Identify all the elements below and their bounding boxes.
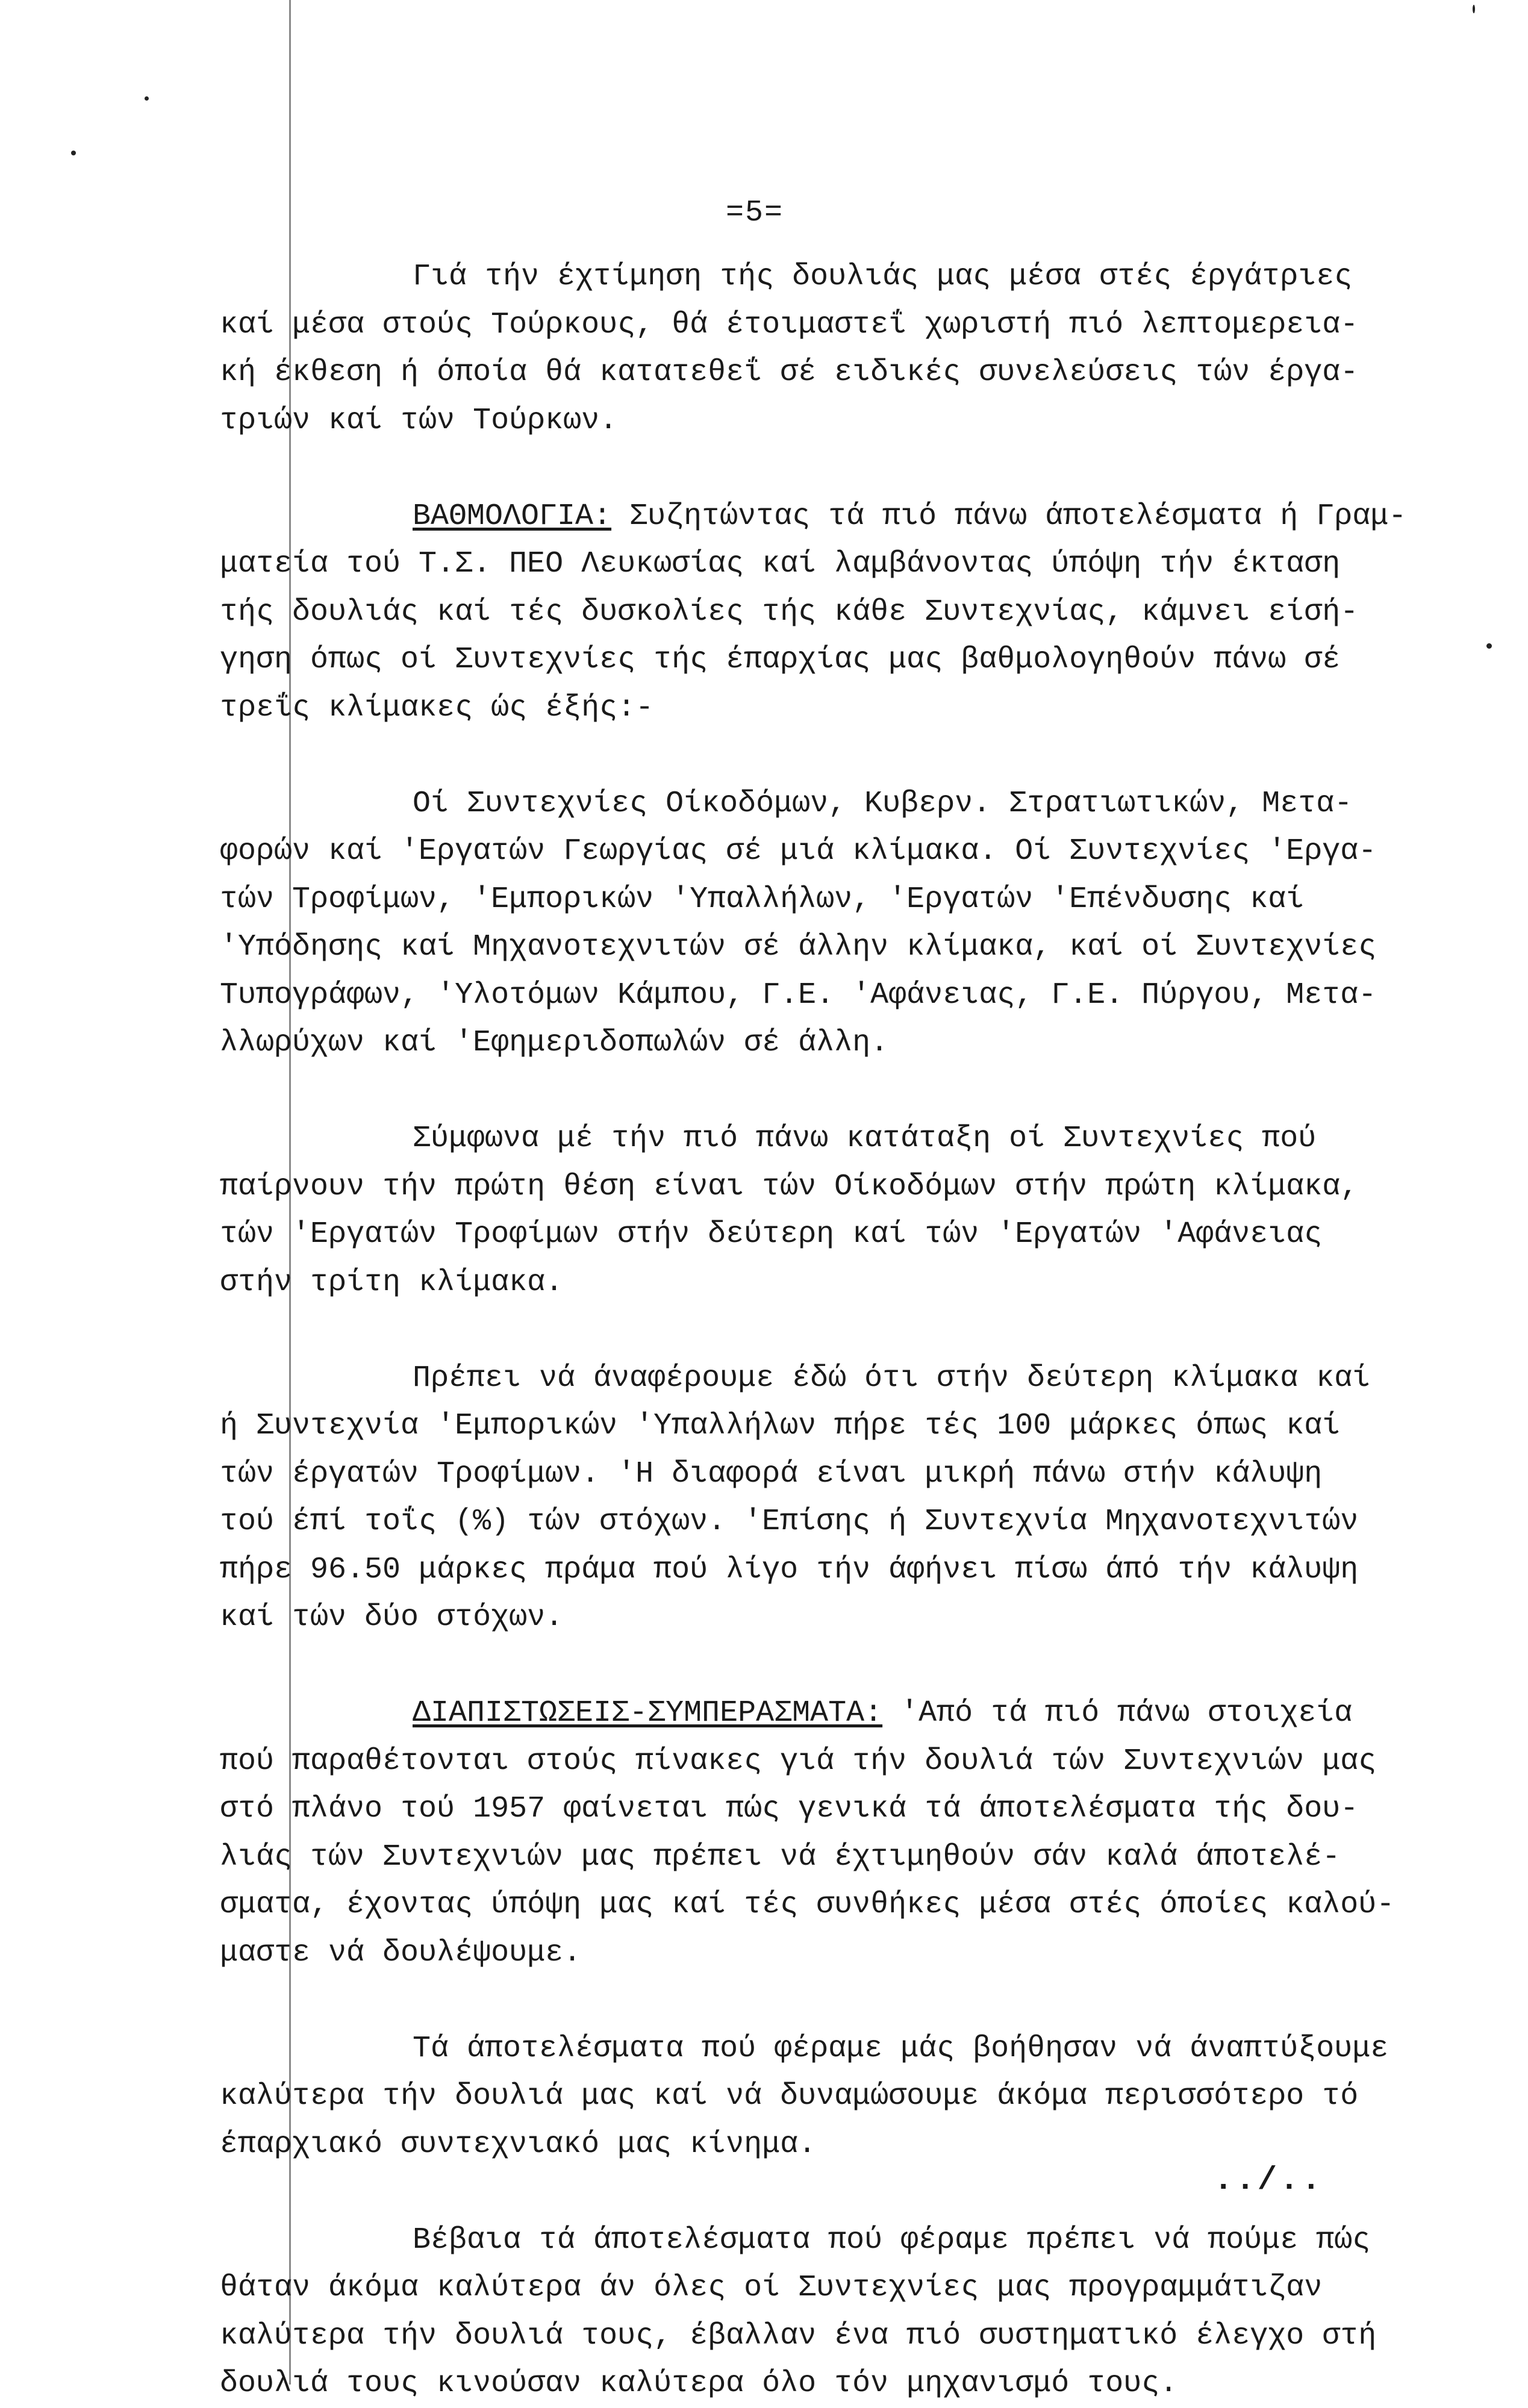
text-line: έπαρχιακό συντεχνιακό μας κίνημα. <box>220 2127 817 2162</box>
text-line: γηση όπως οί Συντεχνίες τής έπαρχίας μας βαθμολογηθούν πάνω σέ <box>220 643 1341 677</box>
paragraph-evaluation-note <box>220 253 1436 444</box>
text-line: τού έπί τοΐς (%) τών στόχων. 'Επίσης ή Συντεχνία Μηχανοτεχνιτών <box>220 1505 1359 1539</box>
text-line: τρεΐς κλίμακες ώς έξής:- <box>220 690 654 725</box>
text-line: ή Συντεχνία 'Εμπορικών 'Υπαλλήλων πήρε τές 100 μάρκες όπως καί <box>220 1409 1341 1443</box>
text-line: Οί Συντεχνίες Οίκοδόμων, Κυβερν. Στρατιωτικών, Μετα- <box>413 786 1353 821</box>
text-line: Βέβαια τά άποτελέσματα πού φέραμε πρέπει νά πούμε πώς <box>413 2222 1371 2257</box>
text-line <box>220 493 1436 541</box>
scan-speck <box>145 96 149 101</box>
text-line: τών 'Εργατών Τροφίμων στήν δεύτερη καί τών 'Εργατών 'Αφάνειας <box>220 1217 1323 1252</box>
text-line: τών έργατών Τροφίμων. 'Η διαφορά είναι μικρή πάνω στήν κάλυψη <box>220 1456 1323 1491</box>
text-line: καί μέσα στούς Τούρκους, θά έτοιμαστεΐ χωριστή πιό λεπτομερεια- <box>220 307 1359 342</box>
text-line: παίρνουν τήν πρώτη θέση είναι τών Οίκοδόμων στήν πρώτη κλίμακα, <box>220 1169 1359 1204</box>
text-line: 'Υπόδησης καί Μηχανοτεχνιτών σέ άλλην κλίμακα, καί οί Συντεχνίες <box>220 930 1377 964</box>
text-line: Πρέπει νά άναφέρουμε έδώ ότι στήν δεύτερη κλίμακα καί <box>413 1361 1371 1396</box>
text-line: κή έκθεση ή όποία θά κατατεθεΐ σέ ειδικές συνελεύσεις τών έργα- <box>220 355 1359 390</box>
scan-speck <box>1473 5 1475 13</box>
text-line: στό πλάνο τού 1957 φαίνεται πώς γενικά τά άποτελέσματα τής δου- <box>220 1792 1359 1826</box>
text-line: ματεία τού Τ.Σ. ΠΕΟ Λευκωσίας καί λαμβάνοντας ύπόψη τήν έκταση <box>220 547 1341 581</box>
text-line: σματα, έχοντας ύπόψη μας καί τές συνθήκες μέσα στές όποίες καλού- <box>220 1888 1395 1922</box>
text-line: Γιά τήν έχτίμηση τής δουλιάς μας μέσα στές έργάτριες <box>413 260 1353 294</box>
paragraph-could-be-better <box>220 2216 1436 2408</box>
text-line: λλωρύχων καί 'Εφημεριδοπωλών σέ άλλη. <box>220 1026 889 1060</box>
text-line: δουλιά τους κινούσαν καλύτερα όλο τόν μηχανισμό τους. <box>220 2366 1178 2401</box>
scan-speck <box>71 151 76 155</box>
section-heading-conclusions: ΔΙΑΠΙΣΤΩΣΕΙΣ-ΣΥΜΠΕΡΑΣΜΑΤΑ: <box>413 1696 883 1730</box>
text-line: Τυπογράφων, 'Υλοτόμων Κάμπου, Γ.Ε. 'Αφάνειας, Γ.Ε. Πύργου, Μετα- <box>220 978 1377 1012</box>
text-line <box>220 1689 1436 1738</box>
text-line: τών Τροφίμων, 'Εμπορικών 'Υπαλλήλων, 'Εργατών 'Επένδυσης καί <box>220 882 1305 917</box>
text-line: τής δουλιάς καί τές δυσκολίες τής κάθε Συντεχνίας, κάμνει είσή- <box>220 594 1359 629</box>
text-line-tail: Συζητώντας τά πιό πάνω άποτελέσματα ή Γραμ- <box>611 499 1407 534</box>
paragraph-unions-scales <box>220 780 1436 1067</box>
paragraph-second-scale <box>220 1355 1436 1642</box>
text-line: πήρε 96.50 μάρκες πράμα πού λίγο τήν άφήνει πίσω άπό τήν κάλυψη <box>220 1552 1359 1587</box>
text-line: θάταν άκόμα καλύτερα άν όλες οί Συντεχνίες μας προγραμμάτιζαν <box>220 2271 1323 2305</box>
text-line: μαστε νά δουλέψουμε. <box>220 1935 582 1970</box>
paragraph-results-helped <box>220 2025 1436 2169</box>
document-body <box>220 253 1436 2408</box>
scan-speck <box>1486 643 1492 649</box>
paragraph-grading <box>220 493 1436 732</box>
text-line: καί τών δύο στόχων. <box>220 1600 564 1635</box>
paragraph-ranking <box>220 1115 1436 1306</box>
text-line: πού παραθέτονται στούς πίνακες γιά τήν δουλιά τών Συντεχνιών μας <box>220 1744 1377 1779</box>
continuation-mark: ../.. <box>1214 2162 1324 2199</box>
text-line: Σύμφωνα μέ τήν πιό πάνω κατάταξη οί Συντεχνίες πού <box>413 1121 1317 1156</box>
page-number: =5= <box>726 196 784 230</box>
text-line: στήν τρίτη κλίμακα. <box>220 1265 564 1300</box>
section-heading-grading: ΒΑΘΜΟΛΟΓΙΑ: <box>413 499 612 534</box>
text-line: καλύτερα τήν δουλιά μας καί νά δυναμώσουμε άκόμα περισσότερο τό <box>220 2079 1359 2113</box>
text-line-tail: 'Από τά πιό πάνω στοιχεία <box>882 1696 1353 1730</box>
text-line: τριών καί τών Τούρκων. <box>220 403 618 438</box>
text-line: λιάς τών Συντεχνιών μας πρέπει νά έχτιμηθούν σάν καλά άποτελέ- <box>220 1839 1341 1874</box>
paragraph-conclusions <box>220 1689 1436 1977</box>
text-line: φορών καί 'Εργατών Γεωργίας σέ μιά κλίμακα. Οί Συντεχνίες 'Εργα- <box>220 834 1377 869</box>
text-line: Τά άποτελέσματα πού φέραμε μάς βοήθησαν νά άναπτύξουμε <box>413 2031 1389 2066</box>
text-line: καλύτερα τήν δουλιά τους, έβαλλαν ένα πιό συστηματικό έλεγχο στή <box>220 2318 1377 2353</box>
